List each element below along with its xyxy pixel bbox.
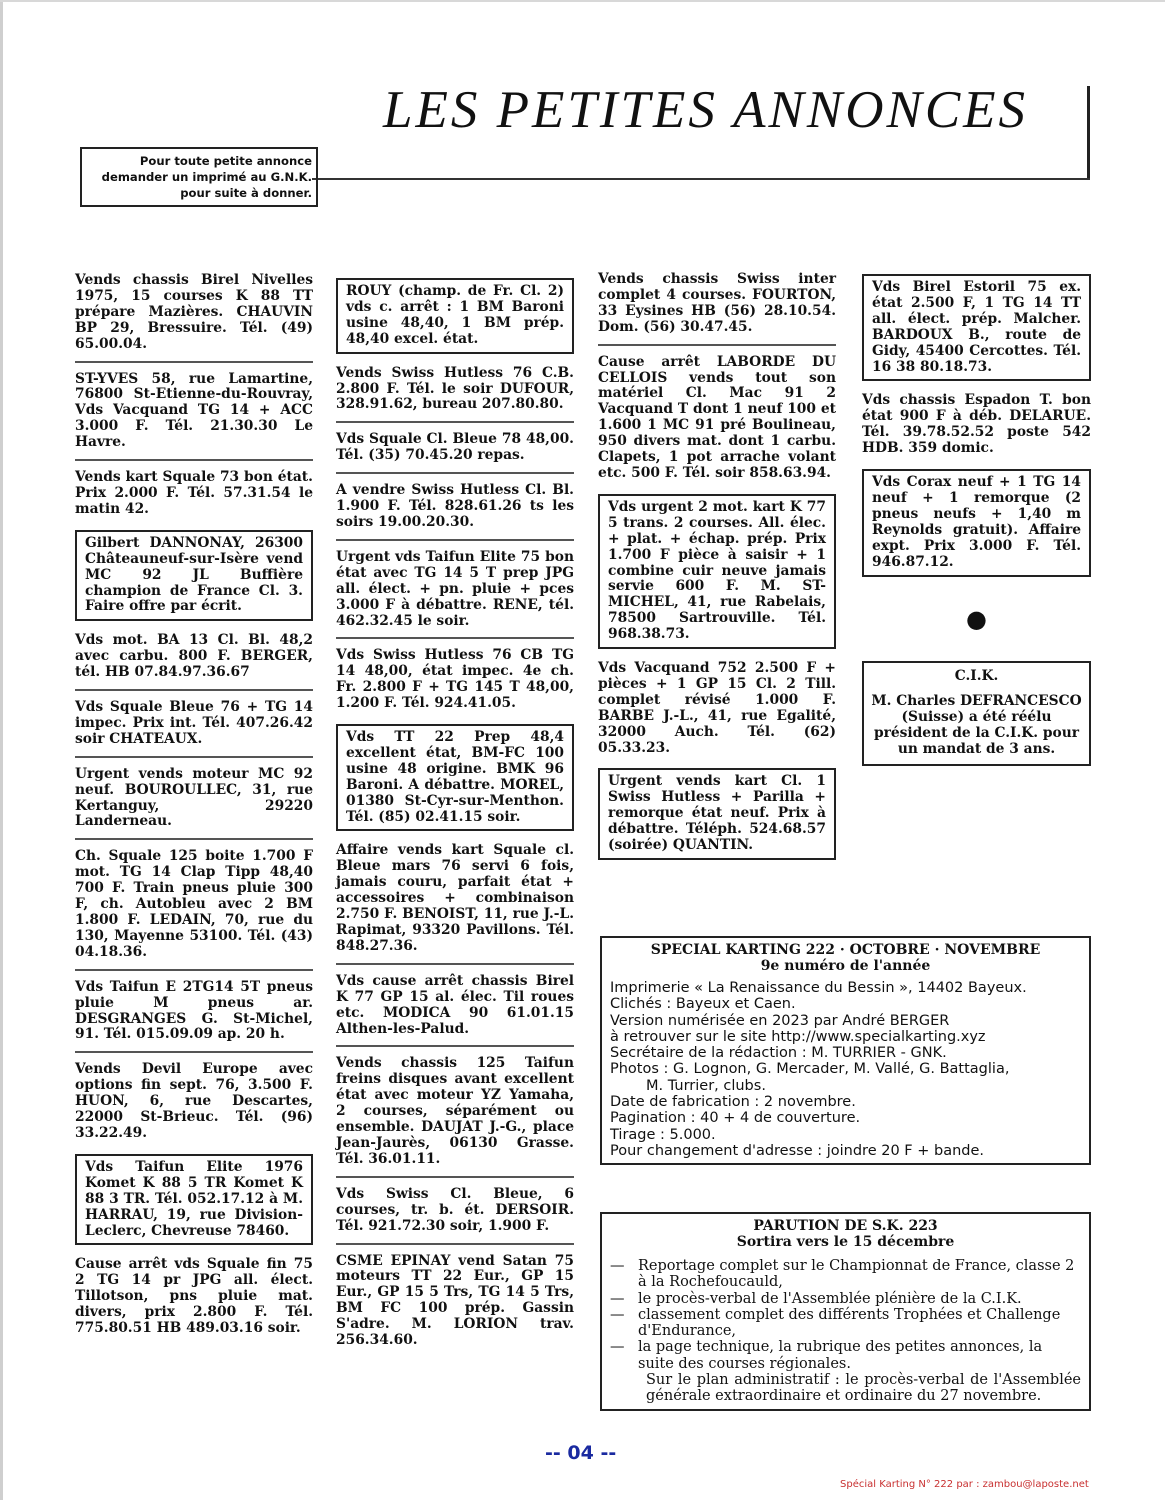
page-title: LES PETITES ANNONCES: [383, 81, 1029, 139]
ad-separator: [75, 459, 313, 461]
classified-ad: Ch. Squale 125 boite 1.700 F mot. TG 14 Clap Tipp 48,40 700 F. Train pneus pluie 300 F, ch. Autobleu avec 2 BM 1.800 F. LEDAIN, 70, rue du 130, Mayenne 53100. Tél. (43) 04.18.36.: [75, 848, 313, 960]
boxed-ad: Vds Taifun Elite 1976 Komet K 88 5 TR Komet K 88 3 TR. Tél. 052.17.12 à M. HARRAU, 19, rue Division-Leclerc, Chevreuse 78460.: [75, 1154, 313, 1246]
cik-box: [862, 661, 1091, 767]
classified-ad: Cause arrêt LABORDE DU CELLOIS vends tout son matériel Cl. Mac 91 2 Vacquand T dont 1 neuf 100 et 1.600 1 MC 91 pré Boulineau, 950 divers mat. dont 1 carbu. Clapets, 1 pot arrache volant etc. 500 F. Tél. soir 858.63.94.: [598, 353, 836, 481]
ads-column-3: [598, 272, 836, 860]
parution-items: [610, 1258, 1081, 1372]
ads-column-1: [75, 273, 313, 1337]
classified-ad: Vends chassis Swiss inter complet 4 courses. FOURTON, 33 Eysines HB (56) 28.10.54. Dom. (56) 30.47.45.: [598, 271, 836, 335]
classified-ad: Vds mot. BA 13 Cl. Bl. 48,2 avec carbu. 800 F. BERGER, tél. HB 07.84.97.36.67: [75, 632, 313, 681]
classified-ad: Vds Squale Bleue 76 + TG 14 impec. Prix int. Tél. 407.26.42 soir CHATEAUX.: [75, 699, 313, 747]
colophon-line: Date de fabrication : 2 novembre.: [610, 1094, 856, 1111]
boxed-ad: Vds urgent 2 mot. kart K 77 5 trans. 2 courses. All. élec. + plat. + échap. prép. Prix 1.700 F pièce à saisir + 1 combine cuir neuve jamais servie 600 F. M. ST-MICHEL, 41, rue Rabelais, 78500 Sartrouville. Tél. 968.38.73.: [598, 494, 836, 649]
ad-gap: [598, 482, 836, 494]
dash-marker: —: [610, 1290, 625, 1307]
classified-ad: Urgent vds Taifun Elite 75 bon état avec TG 14 5 T prep JPG all. élect. + pn. pluie + pces 3.000 F à débattre. RENE, tél. 462.32.45 le soir.: [336, 548, 574, 629]
ad-separator: [336, 539, 574, 541]
classified-ad: A vendre Swiss Hutless Cl. Bl. 1.900 F. Tél. 828.61.26 ts les soirs 19.00.20.30.: [336, 482, 574, 530]
ad-separator: [336, 963, 574, 965]
classified-ad: Vends chassis 125 Taifun freins disques avant excellent état avec moteur YZ Yamaha, 2 courses, séparément ou ensemble. DAUJAT J.-G., place Jean-Jaurès, 06130 Grasse. Tél. 36.01.11.: [336, 1055, 574, 1167]
boxed-ad: Vds Birel Estoril 75 ex. état 2.500 F, 1 TG 14 TT all. élect. prép. Malcher. BARDOUX B., route de Gidy, 45400 Cercottes. Tél. 16 38 80.18.73.: [862, 274, 1091, 381]
colophon-box: [600, 936, 1091, 1165]
parution-item-text: le procès-verbal de l'Assemblée plénière de la C.I.K.: [638, 1290, 1022, 1307]
classified-ad: Vends Swiss Hutless 76 C.B. 2.800 F. Tél. le soir DUFOUR, 328.91.62, bureau 207.80.80.: [336, 364, 574, 413]
parution-box: [600, 1212, 1091, 1411]
ad-separator: [75, 689, 313, 691]
page-number: -- 04 --: [545, 1442, 617, 1464]
ad-gap: [336, 354, 574, 366]
colophon-line: Tirage : 5.000.: [610, 1126, 716, 1143]
parution-item-text: classement complet des différents Trophées et Challenge d'Endurance,: [638, 1306, 1061, 1340]
ad-gap: [75, 518, 313, 530]
ad-separator: [75, 756, 313, 758]
parution-item-text: la page technique, la rubrique des petites annonces, la suite des courses régionales.: [638, 1339, 1043, 1372]
ad-gap: [336, 712, 574, 724]
classified-ad: Vds chassis Espadon T. bon état 900 F à déb. DELARUE. Tél. 39.78.52.52 poste 542 HDB. 359 domic.: [862, 392, 1091, 457]
column-4-ads: [862, 274, 1091, 577]
notice-box: Pour toute petite annonce demander un imprimé au G.N.K. pour suite à donner.: [80, 147, 318, 207]
title-horizontal-rule: [312, 178, 1090, 180]
colophon-line: Pagination : 40 + 4 de couverture.: [610, 1110, 861, 1127]
dash-marker: —: [610, 1306, 625, 1323]
classified-ad: ST-YVES 58, rue Lamartine, 76800 St-Etienne-du-Rouvray, Vds Vacquand TG 14 + ACC 3.000 F. Tél. 21.30.30 Le Havre.: [75, 370, 313, 451]
boxed-ad: Vds Corax neuf + 1 TG 14 neuf + 1 remorque (2 pneus neufs + 1,40 m Reynolds gratuit). Affaire expt. Prix 3.000 F. Tél. 946.87.12.: [862, 469, 1091, 576]
ad-gap: [75, 1142, 313, 1154]
ad-gap: [862, 457, 1091, 469]
colophon-line: Imprimerie « La Renaissance du Bessin », 14402 Bayeux.: [610, 980, 1027, 996]
classified-ad: Vends chassis Birel Nivelles 1975, 15 courses K 88 TT prépare Mazières. CHAUVIN BP 29, Bressuire. Tél. (49) 65.00.04.: [75, 272, 313, 352]
title-vertical-rule: [1087, 86, 1090, 178]
ad-separator: [336, 472, 574, 474]
ad-separator: [75, 838, 313, 840]
ad-separator: [598, 344, 836, 346]
classified-ad: Vds cause arrêt chassis Birel K 77 GP 15 al. élec. Til roues etc. MODICA 90 61.01.15 Althen-les-Palud.: [336, 972, 574, 1037]
cik-text: M. Charles DEFRANCESCO (Suisse) a été réélu président de la C.I.K. pour un mandat de 3 ans.: [871, 693, 1082, 758]
ad-separator: [336, 1243, 574, 1245]
boxed-ad: Vds TT 22 Prep 48,4 excellent état, BM-FC 100 usine 48 origine. BMK 96 Baroni. A débattre. MOREL, 01380 St-Cyr-sur-Menthon. Tél. (85) 02.41.15 soir.: [336, 724, 574, 831]
ad-gap: [598, 756, 836, 768]
colophon-line: Photos : G. Lognon, G. Mercader, M. Vallé, G. Battaglia,: [610, 1061, 1010, 1078]
classified-ad: Vds Vacquand 752 2.500 F + pièces + 1 GP 15 Cl. 2 Till. complet révisé 1.000 F. BARBE J.-L., 41, rue Egalité, 32000 Auch. Tél. (62) 05.33.23.: [598, 660, 836, 756]
classified-ad: Urgent vends moteur MC 92 neuf. BOUROULLEC, 31, rue Kertanguy, 29220 Landerneau.: [75, 765, 313, 830]
colophon-line: Version numérisée en 2023 par André BERGER: [610, 1012, 950, 1029]
colophon-title: SPECIAL KARTING 222 · OCTOBRE · NOVEMBRE: [650, 942, 1041, 958]
dash-marker: —: [610, 1339, 625, 1356]
colophon-line: Pour changement d'adresse : joindre 20 F + bande.: [610, 1142, 985, 1159]
ads-column-2: [336, 278, 574, 1349]
boxed-ad: Urgent vends kart Cl. 1 Swiss Hutless + Parilla + remorque état neuf. Prix à débattre. Téléph. 524.68.57 (soirée) QUANTIN.: [598, 768, 836, 860]
page-edge-left: [0, 0, 3, 1500]
ad-separator: [75, 361, 313, 363]
colophon-line: Secrétaire de la rédaction : M. TURRIER - GNK.: [610, 1045, 947, 1062]
colophon-line: Clichés : Bayeux et Caen.: [610, 996, 796, 1013]
cik-title: C.I.K.: [954, 667, 999, 684]
parution-item: [610, 1339, 1081, 1372]
parution-closing: Sur le plan administratif : le procès-verbal de l'Assemblée générale extraordinaire et ordinaire du 27 novembre.: [646, 1372, 1081, 1405]
classified-ad: Vends Devil Europe avec options fin sept. 76, 3.500 F. HUON, 6, rue Descartes, 22000 St-Brieuc. Tél. (96) 33.22.49.: [75, 1061, 313, 1141]
ad-separator: [336, 1045, 574, 1047]
ad-separator: [75, 969, 313, 971]
parution-subtitle: Sortira vers le 15 décembre: [736, 1234, 955, 1250]
parution-item-text: Reportage complet sur le Championnat de France, classe 2 à la Rochefoucauld,: [638, 1258, 1075, 1291]
colophon-line: à retrouver sur le site http://www.specialkarting.xyz: [610, 1028, 986, 1045]
parution-title: PARUTION DE S.K. 223: [753, 1218, 938, 1234]
colophon-subtitle: 9e numéro de l'année: [760, 958, 931, 974]
parution-item: [610, 1307, 1081, 1340]
classified-ad: Vends kart Squale 73 bon état. Prix 2.000 F. Tél. 57.31.54 le matin 42.: [75, 469, 313, 517]
classified-ad: Vds Taifun E 2TG14 5T pneus pluie M pneus ar. DESGRANGES G. St-Michel, 91. Tél. 015.09.09 ap. 20 h.: [75, 978, 313, 1043]
ads-column-4: [862, 274, 1091, 766]
classified-ad: Vds Swiss Hutless 76 CB TG 14 48,00, état impec. 4e ch. Fr. 2.800 F + TG 145 T 48,00, 1.200 F. Tél. 924.41.05.: [336, 647, 574, 712]
classified-ad: Vds Squale Cl. Bleue 78 48,00. Tél. (35) 70.45.20 repas.: [336, 431, 574, 464]
classified-ad: Affaire vends kart Squale cl. Bleue mars 76 servi 6 fois, jamais couru, parfait état + accessoires + combinaison 2.750 F. BENOIST, 11, rue J.-L. Rapimat, 93320 Pavillons. Tél. 848.27.36.: [336, 842, 574, 954]
boxed-ad: Gilbert DANNONAY, 26300 Châteauneuf-sur-Isère vend MC 92 JL Buffière champion de France Cl. 3. Faire offre par écrit.: [75, 530, 313, 622]
ad-separator: [75, 1051, 313, 1053]
boxed-ad: ROUY (champ. de Fr. Cl. 2) vds c. arrêt : 1 BM Baroni usine 48,40, 1 BM prép. 48,40 excel. état.: [336, 278, 574, 354]
dash-marker: —: [610, 1258, 625, 1274]
ad-separator: [336, 637, 574, 639]
classified-ad: Vds Swiss Cl. Bleue, 6 courses, tr. b. ét. DERSOIR. Tél. 921.72.30 soir, 1.900 F.: [336, 1185, 574, 1234]
parution-item: [610, 1291, 1081, 1307]
parution-item: [610, 1258, 1081, 1291]
ad-separator: [336, 421, 574, 423]
ad-separator: [336, 1176, 574, 1178]
colophon-line: M. Turrier, clubs.: [646, 1077, 766, 1094]
separator-bullet: ●: [966, 603, 987, 633]
footer-credit: Spécial Karting N° 222 par : zambou@laposte.net: [840, 1479, 1089, 1490]
classified-ad: CSME EPINAY vend Satan 75 moteurs TT 22 Eur., GP 15 Eur., GP 15 5 Trs, TG 14 5 Trs, BM FC 100 prép. Gassin S'adre. M. LORION trav. 256.34.60.: [336, 1252, 574, 1349]
classified-ad: Cause arrêt vds Squale fin 75 2 TG 14 pr JPG all. élect. Tillotson, pns pluie mat. divers, prix 2.800 F. Tél. 775.80.51 HB 489.03.16 soir.: [75, 1256, 313, 1337]
colophon-lines: [610, 980, 1081, 1159]
page-edge-top: [0, 0, 1165, 2]
